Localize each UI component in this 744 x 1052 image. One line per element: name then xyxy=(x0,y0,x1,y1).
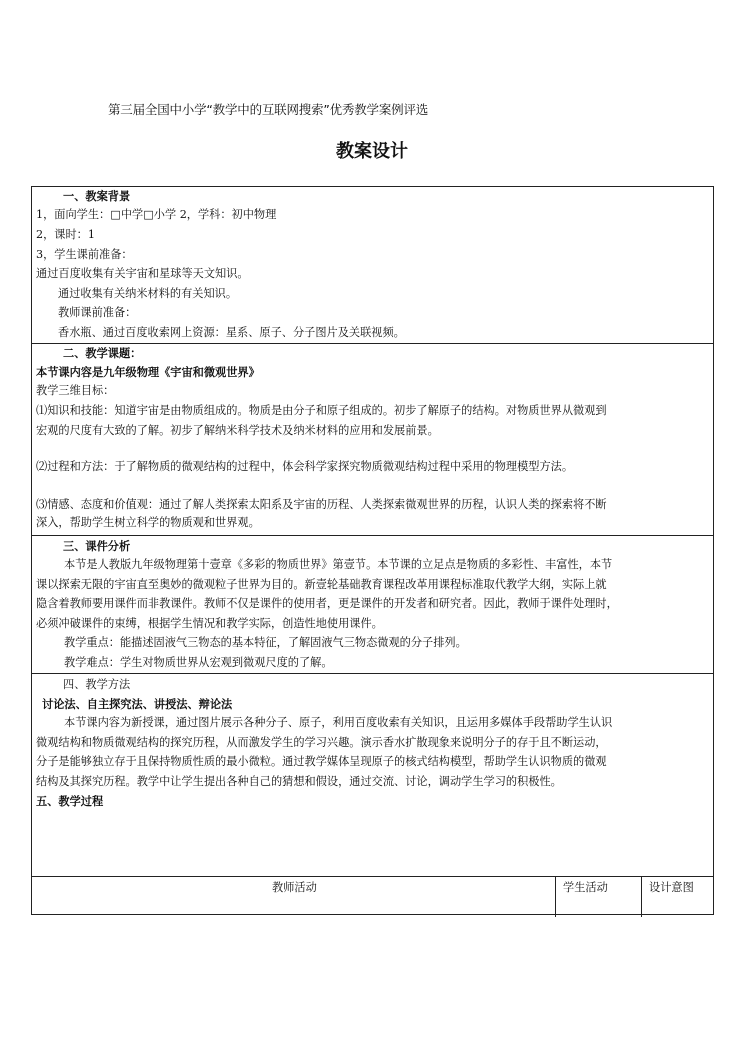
competition-header: 第三届全国中小学“教学中的互联网搜索”优秀教学案例评选 xyxy=(108,102,429,117)
column-header-student: 学生活动 xyxy=(563,881,608,894)
lesson-plan-table xyxy=(31,186,714,915)
text-line: 3，学生课前准备： xyxy=(36,248,133,261)
text-line: 通过收集有关纳米材料的有关知识。 xyxy=(58,287,238,300)
column-header-intent: 设计意图 xyxy=(649,881,694,894)
text-line: 深入，帮助学生树立科学的物质观和世界观。 xyxy=(36,516,260,529)
text-line: 分子是能够独立存于且保持物质性质的最小微粒。通过教学媒体呈现原子的核式结构模型，帮助学生认识物质的微观 xyxy=(36,755,607,768)
section-topic xyxy=(32,343,713,529)
section-heading: 五、教学过程 xyxy=(36,794,104,808)
text-line: 隐含着教师要用课件而非教课件。教师不仅是课件的使用者，更是课件的开发者和研究者。因此，教师于课件处理时， xyxy=(36,597,618,610)
section-background xyxy=(32,187,713,343)
text-line: 本节课内容为新授课，通过图片展示各种分子、原子，利用百度收索有关知识，且运用多媒体手段帮助学生认识 xyxy=(64,716,613,729)
section-heading: 三、课件分析 xyxy=(63,539,131,553)
process-table-header-row xyxy=(32,876,713,917)
lesson-topic: 本节课内容是九年级物理《宇宙和微观世界》 xyxy=(36,365,260,379)
text-line: 香水瓶、通过百度收索网上资源：星系、原子、分子图片及关联视频。 xyxy=(58,326,405,339)
text-line: 教学三维目标： xyxy=(36,384,115,397)
methods-list: 讨论法、自主探究法、讲授法、辩论法 xyxy=(42,697,233,711)
section-analysis xyxy=(32,535,713,673)
page-title: 教案设计 xyxy=(336,141,408,162)
text-line: 本节是人教版九年级物理第十壹章《多彩的物质世界》第壹节。本节课的立足点是物质的多彩性、丰富性，本节 xyxy=(64,558,613,571)
text-line: 1，面向学生：□中学□小学 2，学科：初中物理 xyxy=(36,208,277,221)
section-heading: 二、教学课题： xyxy=(63,346,142,360)
column-header-teacher: 教师活动 xyxy=(272,881,317,894)
text-line: 通过百度收集有关宇宙和星球等天文知识。 xyxy=(36,267,249,280)
section-methods xyxy=(32,673,713,916)
text-line: 教学难点：学生对物质世界从宏观到微观尺度的了解。 xyxy=(64,656,333,669)
text-line: 微观结构和物质微观结构的探究历程，从而激发学生的学习兴趣。演示香水扩散现象来说明分子的存于且不断运动， xyxy=(36,736,607,749)
text-line: ⑶情感、态度和价值观：通过了解人类探索太阳系及宇宙的历程、人类探索微观世界的历程，认识人类的探索将不断 xyxy=(36,498,607,511)
column-divider xyxy=(641,877,642,917)
text-line: 结构及其探究历程。教学中让学生提出各种自己的猜想和假设，通过交流、讨论，调动学生学习的积极性。 xyxy=(36,775,562,788)
text-line: 宏观的尺度有大致的了解。初步了解纳米科学技术及纳米材料的应用和发展前景。 xyxy=(36,424,439,437)
text-line: 必须冲破课件的束缚，根据学生情况和教学实际，创造性地使用课件。 xyxy=(36,617,383,630)
column-divider xyxy=(555,877,556,917)
text-line: ⑴知识和技能：知道宇宙是由物质组成的。物质是由分子和原子组成的。初步了解原子的结构。对物质世界从微观到 xyxy=(36,404,607,417)
text-line: 教学重点：能描述固液气三物态的基本特征，了解固液气三物态微观的分子排列。 xyxy=(64,636,467,649)
section-heading: 四、教学方法 xyxy=(63,678,131,691)
section-heading: 一、教案背景 xyxy=(63,189,131,203)
text-line: 2，课时：1 xyxy=(36,228,95,241)
text-line: 课以探索无限的宇宙直至奥妙的微观粒子世界为目的。新壹轮基础教育课程改革用课程标准取代教学大纲，实际上就 xyxy=(36,578,607,591)
text-line: ⑵过程和方法：于了解物质的微观结构的过程中，体会科学家探究物质微观结构过程中采用的物理模型方法。 xyxy=(36,460,574,473)
text-line: 教师课前准备： xyxy=(58,306,137,319)
